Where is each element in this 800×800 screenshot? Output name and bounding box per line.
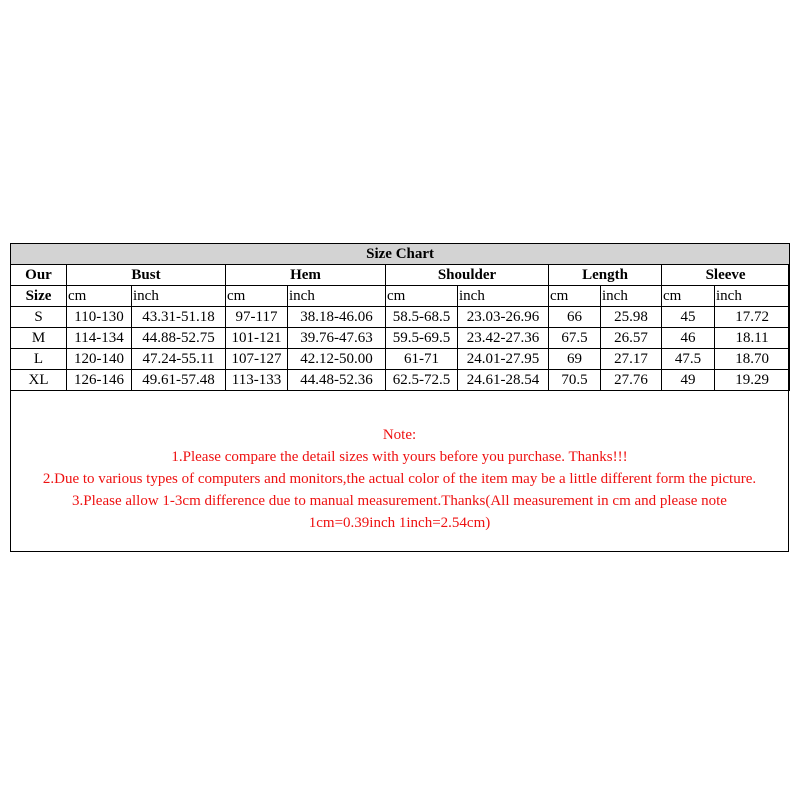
table-cell: 39.76-47.63 xyxy=(288,328,386,349)
table-cell: 42.12-50.00 xyxy=(288,349,386,370)
unit-label: inch xyxy=(601,286,662,307)
table-cell: 67.5 xyxy=(549,328,601,349)
table-cell: 24.61-28.54 xyxy=(458,370,549,391)
table-title: Size Chart xyxy=(11,244,790,265)
table-cell: 45 xyxy=(662,307,715,328)
table-cell: 43.31-51.18 xyxy=(132,307,226,328)
title-row xyxy=(11,244,790,265)
note-line: 1cm=0.39inch 1inch=2.54cm) xyxy=(308,515,491,531)
unit-label: cm xyxy=(386,286,458,307)
table-cell: 38.18-46.06 xyxy=(288,307,386,328)
note-line: 2.Due to various types of computers and monitors,the actual color of the item may be a little different form the picture. xyxy=(42,471,757,487)
table-cell: 59.5-69.5 xyxy=(386,328,458,349)
size-column-header-top: Our xyxy=(11,265,67,286)
unit-label: inch xyxy=(458,286,549,307)
size-label: XL xyxy=(11,370,67,391)
table-cell: 25.98 xyxy=(601,307,662,328)
unit-label: cm xyxy=(662,286,715,307)
unit-label: inch xyxy=(132,286,226,307)
table-cell: 107-127 xyxy=(226,349,288,370)
table-cell: 46 xyxy=(662,328,715,349)
table-cell: 58.5-68.5 xyxy=(386,307,458,328)
group-header-row xyxy=(11,265,790,286)
sleeve-header: Sleeve xyxy=(662,265,790,286)
length-header: Length xyxy=(549,265,662,286)
size-label: S xyxy=(11,307,67,328)
unit-header-row xyxy=(11,286,790,307)
table-cell: 24.01-27.95 xyxy=(458,349,549,370)
table-cell: 19.29 xyxy=(715,370,790,391)
unit-label: inch xyxy=(288,286,386,307)
table-cell: 70.5 xyxy=(549,370,601,391)
notes-section xyxy=(11,424,788,534)
note-line: 3.Please allow 1-3cm difference due to manual measurement.Thanks(All measurement in cm and please note xyxy=(72,493,727,509)
size-table xyxy=(10,243,790,391)
size-label: M xyxy=(11,328,67,349)
table-cell: 23.42-27.36 xyxy=(458,328,549,349)
table-cell: 110-130 xyxy=(67,307,132,328)
table-cell: 61-71 xyxy=(386,349,458,370)
table-cell: 44.88-52.75 xyxy=(132,328,226,349)
unit-label: cm xyxy=(549,286,601,307)
table-row xyxy=(11,307,790,328)
unit-label: cm xyxy=(67,286,132,307)
shoulder-header: Shoulder xyxy=(386,265,549,286)
table-cell: 120-140 xyxy=(67,349,132,370)
table-cell: 66 xyxy=(549,307,601,328)
hem-header: Hem xyxy=(226,265,386,286)
table-cell: 27.17 xyxy=(601,349,662,370)
table-cell: 97-117 xyxy=(226,307,288,328)
table-row xyxy=(11,328,790,349)
table-cell: 49 xyxy=(662,370,715,391)
table-cell: 113-133 xyxy=(226,370,288,391)
table-cell: 18.70 xyxy=(715,349,790,370)
table-cell: 114-134 xyxy=(67,328,132,349)
table-cell: 47.5 xyxy=(662,349,715,370)
unit-label: cm xyxy=(226,286,288,307)
size-label: L xyxy=(11,349,67,370)
table-row xyxy=(11,349,790,370)
table-cell: 18.11 xyxy=(715,328,790,349)
table-cell: 26.57 xyxy=(601,328,662,349)
size-column-header-bottom: Size xyxy=(11,286,67,307)
table-cell: 44.48-52.36 xyxy=(288,370,386,391)
table-cell: 23.03-26.96 xyxy=(458,307,549,328)
note-line: 1.Please compare the detail sizes with yours before you purchase. Thanks!!! xyxy=(171,449,628,465)
table-cell: 49.61-57.48 xyxy=(132,370,226,391)
table-cell: 101-121 xyxy=(226,328,288,349)
table-row xyxy=(11,370,790,391)
table-cell: 17.72 xyxy=(715,307,790,328)
size-chart xyxy=(10,243,789,552)
bust-header: Bust xyxy=(67,265,226,286)
table-cell: 69 xyxy=(549,349,601,370)
table-cell: 62.5-72.5 xyxy=(386,370,458,391)
table-cell: 47.24-55.11 xyxy=(132,349,226,370)
table-cell: 27.76 xyxy=(601,370,662,391)
table-cell: 126-146 xyxy=(67,370,132,391)
unit-label: inch xyxy=(715,286,790,307)
notes-heading: Note: xyxy=(382,427,417,443)
